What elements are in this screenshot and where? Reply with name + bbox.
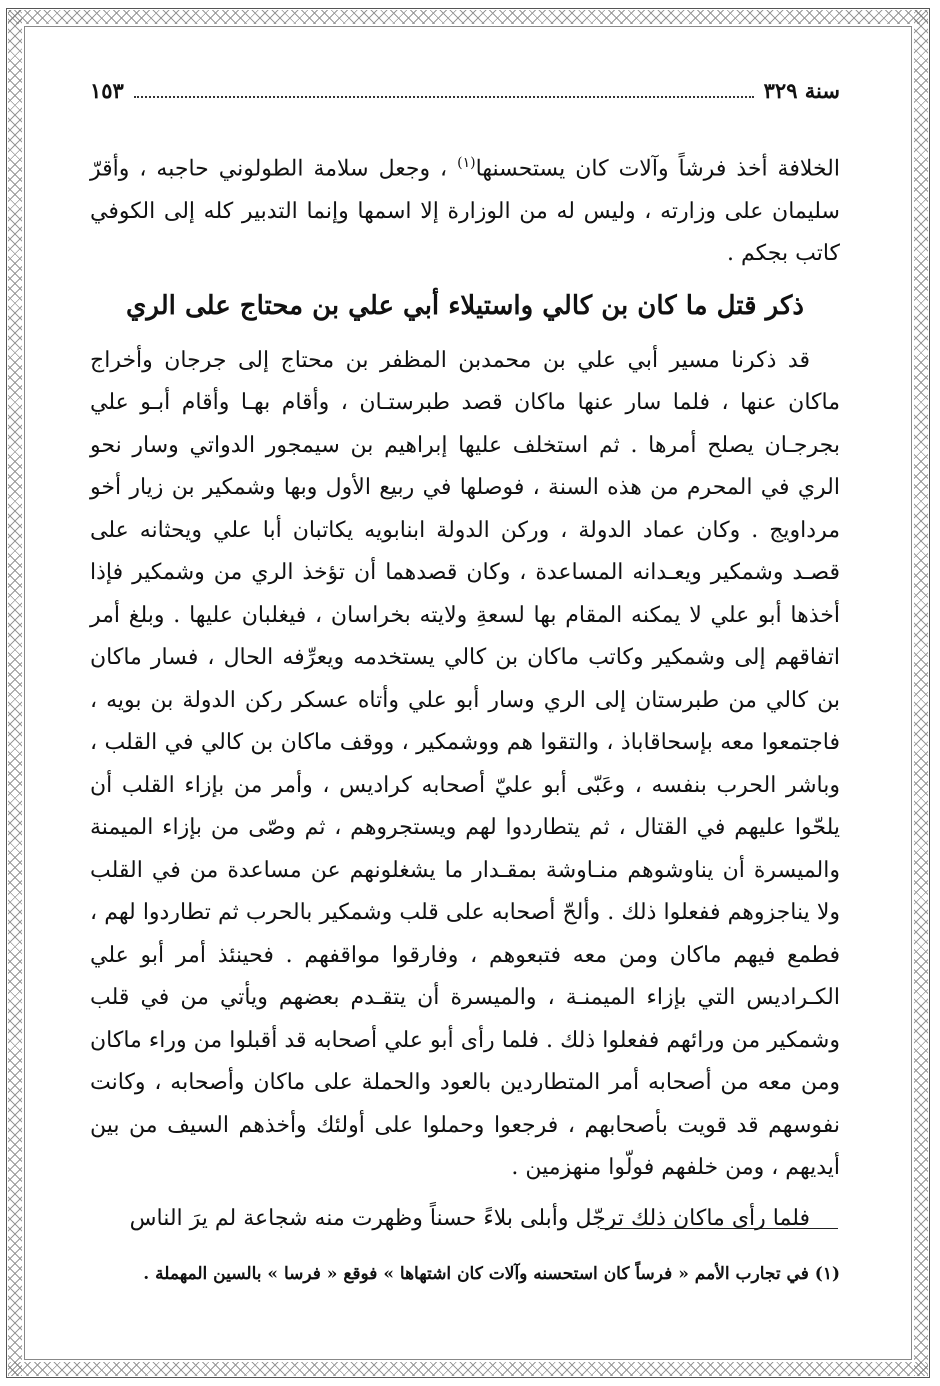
footnote-rule (600, 1228, 838, 1229)
page-content (90, 78, 840, 1240)
intro-text-rest: ، وجعل سلامة الطولوني حاجبه ، وأقرّ سليمان على وزارته ، وليس له من الوزارة إلا اسمها وإنما التدبير كله إلى الكوفي كاتب بجكم . (90, 156, 840, 267)
left-ornament-band (8, 10, 22, 1376)
running-head-dots (134, 96, 754, 98)
running-head (90, 78, 840, 112)
body-paragraph: قد ذكرنا مسير أبي علي بن محمدبن المظفر بن محتاج إلى جرجان وأخراج ماكان عنها ، فلما سار عنها ماكان قصد طبرستـان ، وأقام بهـا وأقام أبـو علي بجرجـان يصلح أمرها . ثم استخلف عليها إبراهيم بن سيمجور الدواتي وسار نحو الري في المحرم من هذه السنة ، فوصلها في ربيع الأول وبها وشمكير بن زيار أخو مرداويج . وكان عماد الدولة ، وركن الدولة ابنابويه يكاتبان أبا علي ويحثانه على قصـد وشمكير ويعـدانه المساعدة ، وكان قصدهما أن تؤخذ الري من وشمكير فإذا أخذها أبو علي لا يمكنه المقام بها لسعةِ ولايته بخراسان ، فيغلبان عليها . وبلغ أمر اتفاقهم إلى وشمكير وكاتب ماكان بن كالي يستخدمه ويعرِّفه الحال ، فسار ماكان بن كالي من طبرستان إلى الري وسار أبو علي وأتاه عسكر ركن الدولة بن بويه ، فاجتمعوا معه بإسحاقاباذ ، والتقوا هم ووشمكير ، ووقف ماكان بن كالي في القلب ، وباشر الحرب بنفسه ، وعَبّى أبو عليّ أصحابه كراديس ، وأمر من بإزاء القلب أن يلحّوا عليهم في القتال ، ثم يتطاردوا لهم ويستجروهم ، ثم وصّى من بإزاء الميمنة والميسرة أن يناوشوهم منـاوشة بمقـدار ما يشغلونهم عن مساعدة من في القلب ولا يناجزوهم ففعلوا ذلك . وألحّ أصحابه على قلب وشمكير بالحرب ثم تطاردوا لهم ، فطمع فيهم ماكان ومن معه فتبعوهم ، وفارقوا مواقفهم . فحينئذ أمر أبو علي الكـراديس التي بإزاء الميمنـة ، والميسرة أن يتقـدم بعضهم ويأتي من في قلب وشمكير من ورائهم ففعلوا ذلك . فلما رأى أبو علي أصحابه قد أقبلوا من وراء ماكان ومن معه من أصحابه أمر المتطاردين بالعود والحملة على ماكان وأصحابه ، وكانت نفوسهم قد قويت بأصحابهم ، فرجعوا وحملوا على أولئك وأخذهم السيف من بين أيديهم ، ومن خلفهم فولّوا منهزمين . (90, 347, 840, 1181)
right-ornament-band (914, 10, 928, 1376)
intro-text: الخلافة أخذ فرشاً وآلات كان يستحسنها (475, 156, 841, 182)
intro-footnote-mark: (١) (457, 155, 476, 171)
section-heading: ذكر قتل ما كان بن كالي واستيلاء أبي علي بن محتاج على الري (126, 290, 804, 321)
intro-paragraph (90, 142, 840, 276)
bottom-ornament-band (8, 1362, 928, 1376)
footnote (90, 1264, 840, 1284)
closing-paragraph: فلما رأى ماكان ذلك ترجّل وأبلى بلاءً حسناً وظهرت منه شجاعة لم يرَ الناس (129, 1205, 810, 1231)
footnote-mark: (١) (814, 1264, 840, 1284)
footnote-text: في تجارب الأمم « فرساً كان استحسنه وآلات كان اشتهاها » فوقع « فرسا » بالسين المهملة . (143, 1264, 809, 1284)
page-number: ١٥٣ (90, 78, 124, 103)
top-ornament-band (8, 10, 928, 24)
running-head-year: سنة ٣٢٩ (763, 78, 840, 103)
